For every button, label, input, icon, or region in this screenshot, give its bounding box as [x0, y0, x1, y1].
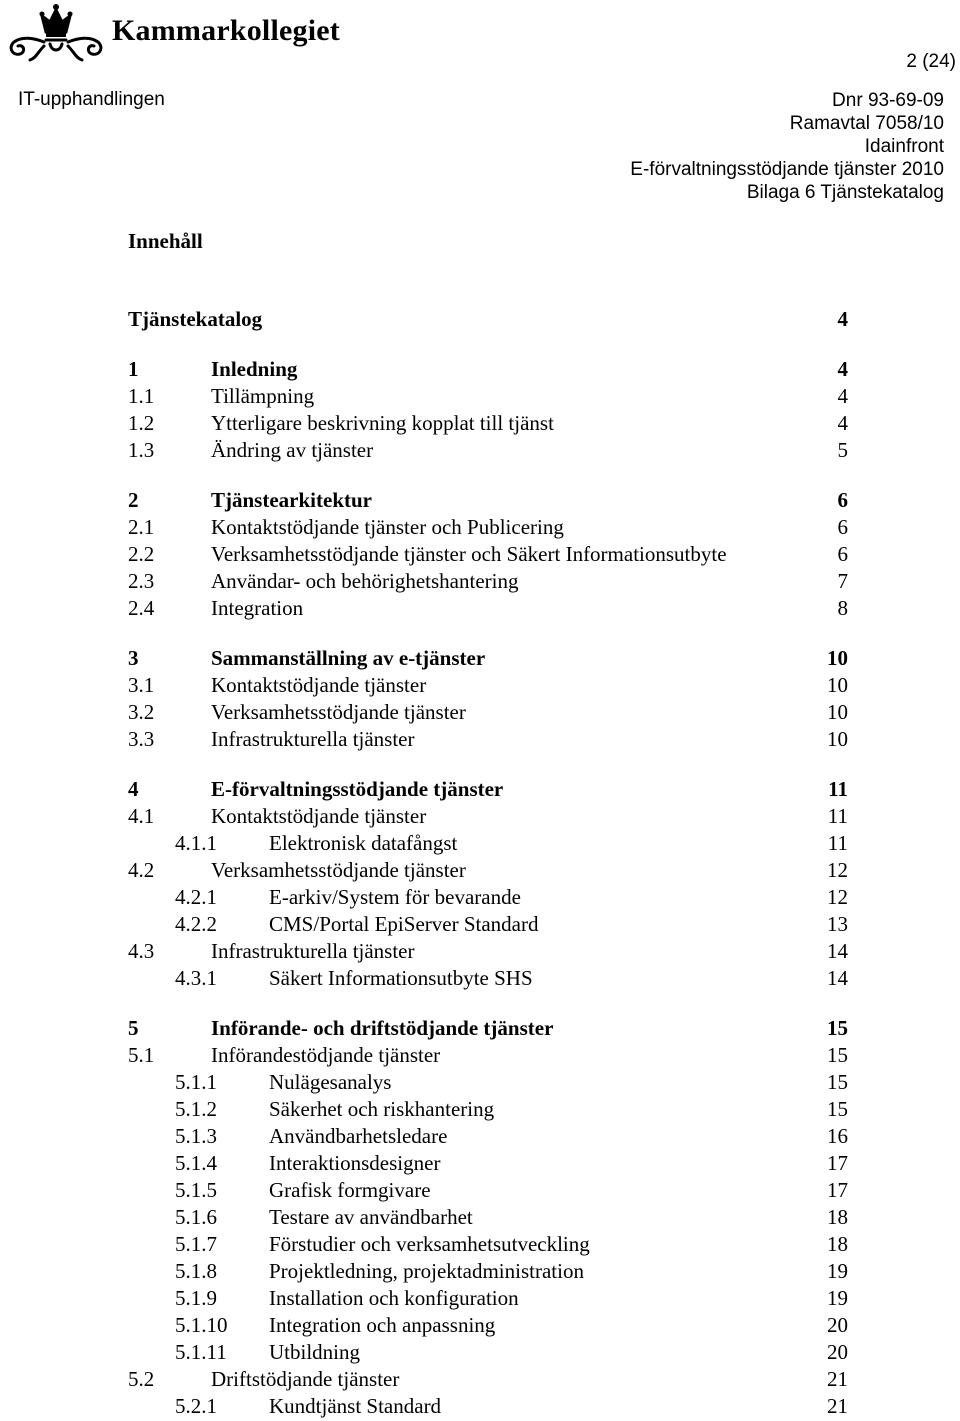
- toc-entry-page: 11: [828, 777, 848, 801]
- toc-entry[interactable]: [128, 645, 848, 672]
- toc-entry-title: E-arkiv/System för bevarande: [269, 885, 521, 909]
- toc-entry-number: 5.1.9: [175, 1286, 217, 1310]
- toc-entry-number: 3: [128, 646, 139, 670]
- toc-entry-title: Användbarhetsledare: [269, 1124, 448, 1148]
- toc-heading: Innehåll: [128, 229, 203, 253]
- toc-entry-number: 5.2: [128, 1367, 155, 1391]
- toc-entry-page: 15: [827, 1043, 848, 1067]
- header-area: E-förvaltningsstödjande tjänster 2010: [630, 159, 944, 180]
- toc-entry-title: Införandestödjande tjänster: [211, 1043, 441, 1067]
- toc-entry-page: 21: [827, 1394, 848, 1418]
- toc-entry-number: 2.2: [128, 542, 155, 566]
- toc-entry[interactable]: [128, 437, 848, 464]
- toc-entry-number: 5.1.2: [175, 1097, 217, 1121]
- toc-entry-number: 3.2: [128, 700, 155, 724]
- toc-entry-page: 15: [827, 1016, 848, 1040]
- toc-entry-title: Infrastrukturella tjänster: [211, 727, 415, 751]
- toc-entry-page: 4: [837, 307, 848, 331]
- toc-entry-title: Nulägesanalys: [269, 1070, 392, 1094]
- toc-entry[interactable]: [128, 306, 848, 333]
- toc-entry-title: Kontaktstödjande tjänster: [211, 673, 427, 697]
- crown-emblem-icon: [6, 2, 110, 64]
- header-dnr: Dnr 93-69-09: [832, 90, 944, 111]
- toc-entry[interactable]: [128, 1096, 848, 1123]
- toc-entry-page: 18: [827, 1205, 848, 1229]
- toc-entry-title: Inledning: [211, 357, 298, 381]
- toc-entry[interactable]: [128, 383, 848, 410]
- toc-entry-number: 5: [128, 1016, 139, 1040]
- toc-entry-number: 5.1.5: [175, 1178, 217, 1202]
- toc-entry-page: 10: [827, 646, 848, 670]
- toc-entry-title: Tjänstekatalog: [128, 307, 263, 331]
- toc-entry-title: Säkert Informationsutbyte SHS: [269, 966, 533, 990]
- toc-entry[interactable]: [128, 1258, 848, 1285]
- toc-entry-number: 5.1.7: [175, 1232, 217, 1256]
- toc-entry-number: 5.1.6: [175, 1205, 217, 1229]
- toc-entry-page: 8: [837, 596, 848, 620]
- toc-entry-title: Integration: [211, 596, 304, 620]
- toc-entry-number: 2.1: [128, 515, 155, 539]
- toc-entry[interactable]: [128, 803, 848, 830]
- toc-entry-page: 10: [827, 727, 848, 751]
- toc-entry-title: Integration och anpassning: [269, 1313, 496, 1337]
- toc-entry-page: 6: [837, 515, 848, 539]
- toc-entry-number: 5.1.8: [175, 1259, 217, 1283]
- toc-entry-number: 3.1: [128, 673, 155, 697]
- toc-entry[interactable]: [128, 1339, 848, 1366]
- toc-entry-page: 11: [827, 804, 848, 828]
- toc-entry-number: 5.1.11: [175, 1340, 227, 1364]
- toc-entry-number: 4.3: [128, 939, 155, 963]
- toc-entry[interactable]: [128, 938, 848, 965]
- toc-entry[interactable]: [128, 1015, 848, 1042]
- toc-entry-number: 5.1.3: [175, 1124, 217, 1148]
- toc-entry-number: 1.2: [128, 411, 155, 435]
- toc-entry[interactable]: [128, 1393, 848, 1420]
- toc-entry-page: 18: [827, 1232, 848, 1256]
- toc-entry-title: Installation och konfiguration: [269, 1286, 519, 1310]
- toc-entry-title: Utbildning: [269, 1340, 361, 1364]
- logo: [6, 2, 340, 64]
- toc-entry-title: Verksamhetsstödjande tjänster: [211, 858, 466, 882]
- toc-entry-title: Tjänstearkitektur: [211, 488, 372, 512]
- toc-entry-page: 20: [827, 1313, 848, 1337]
- toc-entry-number: 1: [128, 357, 139, 381]
- toc-entry-title: Kontaktstödjande tjänster: [211, 804, 427, 828]
- toc-entry[interactable]: [128, 356, 848, 383]
- toc-entry-title: Infrastrukturella tjänster: [211, 939, 415, 963]
- toc-entry[interactable]: [128, 1285, 848, 1312]
- header-ramavtal: Ramavtal 7058/10: [789, 113, 944, 134]
- header-supplier: Idainfront: [864, 136, 944, 157]
- toc-entry-number: 2.3: [128, 569, 155, 593]
- header-reference-block: [630, 89, 944, 204]
- toc-entry-title: Verksamhetsstödjande tjänster och Säkert Informationsutbyte: [211, 542, 727, 566]
- toc-entry[interactable]: [128, 672, 848, 699]
- toc-entry-page: 15: [827, 1097, 848, 1121]
- toc-entry-number: 4.2: [128, 858, 155, 882]
- toc-entry[interactable]: [128, 911, 848, 938]
- toc-entry[interactable]: [128, 1123, 848, 1150]
- toc-entry[interactable]: [128, 487, 848, 514]
- toc-entry-number: 1.1: [128, 384, 155, 408]
- toc-entry-title: Driftstödjande tjänster: [211, 1367, 400, 1391]
- toc-entry-page: 7: [837, 569, 848, 593]
- toc-entry[interactable]: [128, 726, 848, 753]
- toc-entry-title: Användar- och behörighetshantering: [211, 569, 519, 593]
- toc-entry-page: 6: [837, 488, 848, 512]
- toc-entry-number: 4: [128, 777, 139, 801]
- toc-entry-title: Införande- och driftstödjande tjänster: [211, 1016, 554, 1040]
- toc-entry-page: 12: [827, 885, 848, 909]
- table-of-contents: [128, 306, 848, 1420]
- toc-entry-number: 4.3.1: [175, 966, 217, 990]
- toc-entry-number: 2: [128, 488, 139, 512]
- toc-entry-number: 5.1: [128, 1043, 155, 1067]
- toc-entry-title: Verksamhetsstödjande tjänster: [211, 700, 466, 724]
- toc-entry-title: CMS/Portal EpiServer Standard: [269, 912, 539, 936]
- toc-entry-page: 19: [827, 1259, 848, 1283]
- toc-entry-title: Grafisk formgivare: [269, 1178, 431, 1202]
- toc-entry-page: 12: [827, 858, 848, 882]
- toc-entry-page: 11: [827, 831, 848, 855]
- toc-entry-page: 13: [827, 912, 848, 936]
- toc-entry[interactable]: [128, 1150, 848, 1177]
- toc-entry-page: 4: [837, 357, 848, 381]
- toc-entry-number: 4.2.1: [175, 885, 217, 909]
- toc-entry-number: 4.2.2: [175, 912, 217, 936]
- toc-entry-title: Förstudier och verksamhetsutveckling: [269, 1232, 590, 1256]
- toc-entry-title: Interaktionsdesigner: [269, 1151, 441, 1175]
- toc-entry-number: 4.1.1: [175, 831, 217, 855]
- toc-entry[interactable]: [128, 965, 848, 992]
- toc-entry-page: 21: [827, 1367, 848, 1391]
- toc-entry[interactable]: [128, 884, 848, 911]
- toc-entry[interactable]: [128, 776, 848, 803]
- toc-entry-page: 10: [827, 673, 848, 697]
- toc-entry-title: Sammanställning av e-tjänster: [211, 646, 486, 670]
- toc-entry-title: Elektronisk datafångst: [269, 831, 458, 855]
- toc-entry-title: E-förvaltningsstödjande tjänster: [211, 777, 504, 801]
- toc-entry-page: 4: [837, 411, 848, 435]
- toc-entry[interactable]: [128, 1231, 848, 1258]
- toc-entry-title: Tillämpning: [211, 384, 315, 408]
- toc-entry-page: 15: [827, 1070, 848, 1094]
- toc-entry[interactable]: [128, 699, 848, 726]
- toc-entry[interactable]: [128, 1177, 848, 1204]
- toc-entry[interactable]: [128, 541, 848, 568]
- toc-entry-number: 4.1: [128, 804, 155, 828]
- toc-entry-page: 10: [827, 700, 848, 724]
- toc-entry-title: Ytterligare beskrivning kopplat till tjänst: [211, 411, 554, 435]
- toc-entry-page: 19: [827, 1286, 848, 1310]
- toc-entry-number: 5.1.10: [175, 1313, 228, 1337]
- toc-entry-number: 1.3: [128, 438, 155, 462]
- toc-entry-page: 5: [837, 438, 848, 462]
- toc-entry-title: Säkerhet och riskhantering: [269, 1097, 495, 1121]
- toc-entry-number: 5.1.1: [175, 1070, 217, 1094]
- toc-entry-number: 5.2.1: [175, 1394, 217, 1418]
- toc-entry[interactable]: [128, 514, 848, 541]
- toc-entry-page: 6: [837, 542, 848, 566]
- toc-entry-title: Projektledning, projektadministration: [269, 1259, 584, 1283]
- header-appendix: Bilaga 6 Tjänstekatalog: [746, 182, 944, 203]
- toc-entry[interactable]: [128, 1042, 848, 1069]
- toc-entry[interactable]: [128, 1204, 848, 1231]
- toc-entry[interactable]: [128, 1069, 848, 1096]
- toc-entry-number: 2.4: [128, 596, 155, 620]
- toc-entry-page: 16: [827, 1124, 848, 1148]
- toc-entry-title: Kundtjänst Standard: [269, 1394, 442, 1418]
- toc-entry-title: Ändring av tjänster: [211, 438, 374, 462]
- toc-entry-title: Kontaktstödjande tjänster och Publicering: [211, 515, 564, 539]
- toc-entry[interactable]: [128, 1366, 848, 1393]
- toc-entry[interactable]: [128, 568, 848, 595]
- toc-entry[interactable]: [128, 857, 848, 884]
- toc-entry-page: 14: [827, 939, 848, 963]
- toc-entry-page: 20: [827, 1340, 848, 1364]
- toc-entry[interactable]: [128, 830, 848, 857]
- page-number: 2 (24): [906, 51, 956, 72]
- toc-entry-page: 14: [827, 966, 848, 990]
- header-left-text: IT-upphandlingen: [18, 89, 165, 110]
- toc-entry-number: 3.3: [128, 727, 155, 751]
- toc-entry[interactable]: [128, 595, 848, 622]
- toc-entry-title: Testare av användbarhet: [269, 1205, 473, 1229]
- toc-entry-page: 17: [827, 1151, 848, 1175]
- toc-entry-number: 5.1.4: [175, 1151, 217, 1175]
- toc-entry[interactable]: [128, 410, 848, 437]
- logo-wordmark: Kammarkollegiet: [112, 14, 340, 47]
- toc-entry-page: 4: [837, 384, 848, 408]
- toc-entry[interactable]: [128, 1312, 848, 1339]
- toc-entry-page: 17: [827, 1178, 848, 1202]
